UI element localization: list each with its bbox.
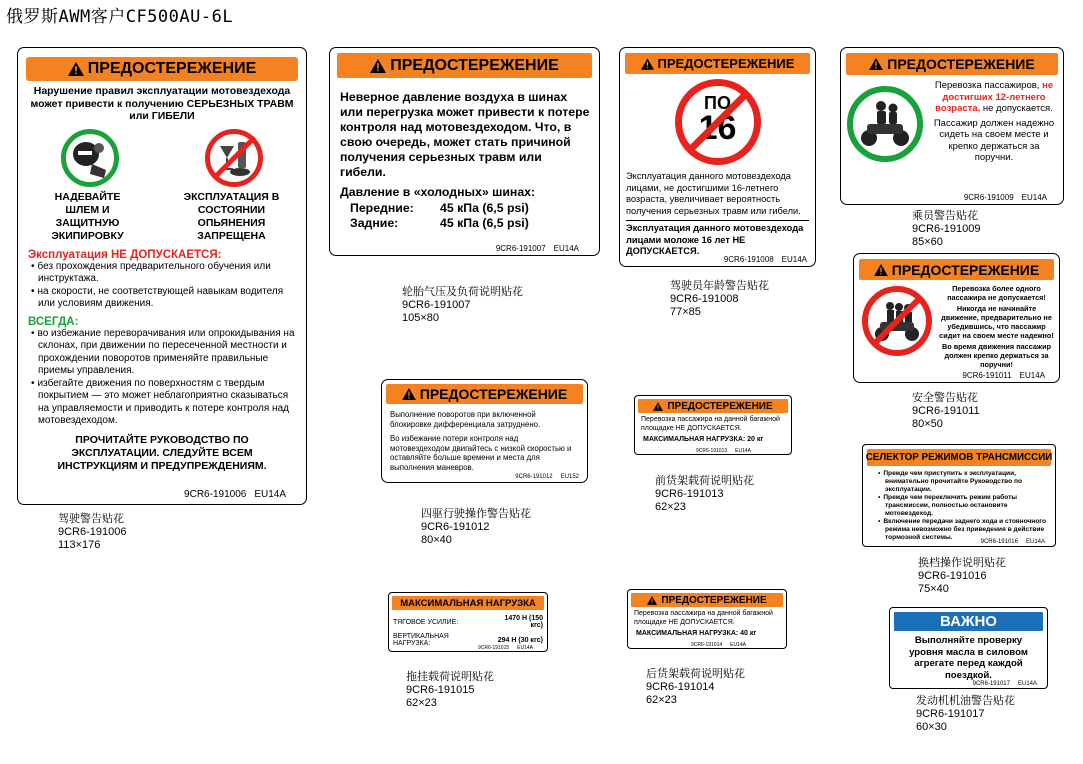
l4-t3: не допускается. [982, 103, 1053, 114]
label-code: 9CR6-191009 EU14A [963, 193, 1047, 202]
warning-header [846, 53, 1058, 75]
passenger-atv-icon [847, 86, 923, 162]
sign-top-text: ПО [704, 93, 731, 113]
l4-caption [912, 210, 981, 249]
l1-always-list [30, 328, 296, 428]
l11-caption [916, 695, 1015, 734]
list-item: • на скорости, не соответствующей навыкам водителя или условиям движения. [38, 286, 296, 311]
l2-front-row [350, 201, 599, 215]
l6-caption [421, 508, 531, 547]
label-code: 9CR6-191013 EU14A [696, 448, 751, 454]
warning-triangle-icon [68, 62, 84, 76]
caption-name: 安全警告贴花 [912, 392, 978, 404]
l5-t2: Никогда не начинайте движение, предварительно не убедившись, что пассажир сидит на своем месте надежно! [939, 304, 1054, 340]
table-cell: ВЕРТИКАЛЬНАЯ НАГРУЗКА: [393, 633, 449, 647]
l1-footer: ПРОЧИТАЙТЕ РУКОВОДСТВО ПО ЭКСПЛУАТАЦИИ. СЛЕДУЙТЕ ВСЕМ ИНСТРУКЦИЯМ И ПРЕДУПРЕЖДЕНИЯМ. [57, 433, 267, 472]
front-label: Передние: [350, 201, 414, 215]
l5-t1: Перевозка более одного пассажира не допускается! [947, 284, 1046, 302]
warning-triangle-icon [869, 58, 883, 70]
label-code: 9CR6-191015 EU14A [478, 645, 533, 651]
passenger-warning-label [840, 47, 1064, 205]
label-code: 9CR6-191016 EU14A [980, 539, 1045, 545]
caption-name: 轮胎气压及负荷说明贴花 [402, 286, 523, 298]
l1-pictograms [18, 129, 306, 187]
label-code: 9CR6-191017 EU14A [972, 681, 1037, 687]
towing-load-label [388, 592, 548, 652]
list-item: • Прежде чем переключить режим работы трансмиссии, полностью остановите мотовездеход. [885, 494, 1049, 518]
warning-word: ПРЕДОСТЕРЕЖЕНИЕ [891, 261, 1040, 278]
l3-text1: Эксплуатация данного мотовездехода лицами, не достигшими 16-летнего возраста, увеличивает вероятность получения серьезных травм или гибели. [626, 171, 801, 216]
caption-size: 85×60 [912, 236, 943, 248]
l8-title: СЕЛЕКТОР РЕЖИМОВ ТРАНСМИССИИ [867, 449, 1051, 466]
caption-size: 62×23 [646, 694, 677, 706]
l3-caption [670, 280, 769, 319]
warning-word: ПРЕДОСТЕРЕЖЕНИЕ [667, 400, 773, 412]
driver-age-label [619, 47, 816, 267]
caption-name: 乘员警告贴花 [912, 210, 978, 222]
label-code: 9CR6-191011 EU14A [962, 371, 1045, 380]
caption-code: 9CR6-191012 [421, 521, 490, 533]
l7-text2: МАКСИМАЛЬНАЯ НАГРУЗКА: 20 кг [643, 436, 764, 443]
caption-code: 9CR6-191009 [912, 223, 981, 235]
caption-size: 80×50 [912, 418, 943, 430]
l9-load-table [389, 613, 547, 649]
l10-text1: Перевозка пассажира на данной багажной площадке НЕ ДОПУСКАЕТСЯ. [634, 610, 773, 626]
caption-size: 75×40 [918, 583, 949, 595]
driving-warning-label [17, 47, 307, 505]
no-multiple-passengers-icon [862, 286, 932, 356]
caption-size: 105×80 [402, 312, 440, 324]
warning-header [859, 259, 1054, 280]
warning-word: ПРЕДОСТЕРЕЖЕНИЕ [87, 60, 257, 77]
l5-text [938, 284, 1055, 369]
warning-header [638, 399, 788, 413]
warning-triangle-icon [647, 596, 657, 605]
transmission-selector-label [862, 444, 1056, 547]
warning-header [26, 57, 298, 81]
warning-triangle-icon [641, 58, 654, 70]
caption-size: 60×30 [916, 721, 947, 733]
no-under-16-icon [675, 79, 761, 165]
rear-rack-load-label [627, 589, 787, 649]
caption-code: 9CR6-191013 [655, 488, 724, 500]
l5-caption [912, 392, 980, 431]
l1-not-allowed-title: Эксплуатация НЕ ДОПУСКАЕТСЯ: [28, 248, 222, 261]
safety-warning-label [853, 253, 1060, 383]
table-cell: ТЯГОВОЕ УСИЛИЕ: [393, 618, 459, 626]
engine-oil-label [889, 607, 1048, 689]
caption-name: 四驱行驶操作警告贴花 [421, 508, 531, 520]
list-item: • Прежде чем приступить к эксплуатации, внимательно прочитайте Руководство по эксплуатации. [885, 470, 1049, 494]
label-code: 9CR6-191006 EU14A [184, 489, 286, 500]
l11-text: Выполняйте проверку уровня масла в силовом агрегате перед каждой поездкой. [909, 635, 1028, 681]
list-item: • избегайте движения по поверхностям с твердым покрытием — это может неблагоприятно сказываться на управляемости и приводить к потере контроля над мотовездеходом. [38, 378, 296, 428]
caption-code: 9CR6-191006 [58, 526, 127, 538]
l4-t2: не достигших 12-летнего возраста, [935, 80, 1054, 114]
caption-size: 80×40 [421, 534, 452, 546]
l1-left-caption: НАДЕВАЙТЕ ШЛЕМ И ЗАЩИТНУЮ ЭКИПИРОВКУ [51, 190, 124, 242]
l4-t4: Пассажир должен надежно сидеть на своем месте и крепко держаться за поручни. [933, 117, 1055, 163]
label-code: 9CR6-191008 EU14A [723, 255, 807, 264]
caption-code: 9CR6-191015 [406, 684, 475, 696]
l7-caption [655, 475, 754, 514]
warning-triangle-icon [370, 59, 386, 73]
l4-t1: Перевозка пассажиров, [934, 80, 1040, 91]
caption-name: 后货架载荷说明贴花 [646, 668, 745, 680]
table-cell: 294 Н (30 кгс) [497, 636, 543, 644]
caption-name: 驾驶员年龄警告贴花 [670, 280, 769, 292]
caption-code: 9CR6-191014 [646, 681, 715, 693]
l5-t3: Во время движения пассажир должен крепко держаться за поручни! [941, 342, 1052, 369]
warning-word: ПРЕДОСТЕРЕЖЕНИЕ [661, 594, 767, 606]
l1-intro: Нарушение правил эксплуатации мотовездехода может привести к получению СЕРЬЕЗНЫХ ТРАВМ или ГИБЕЛИ [30, 85, 294, 122]
warning-triangle-icon [874, 264, 888, 276]
l7-text1: Перевозка пассажира на данной багажной площадке НЕ ДОПУСКАЕТСЯ. [641, 416, 780, 432]
l2-pressure-title: Давление в «холодных» шинах: [340, 185, 536, 199]
caption-code: 9CR6-191011 [912, 405, 980, 417]
warning-word: ПРЕДОСТЕРЕЖЕНИЕ [390, 56, 559, 74]
caption-size: 113×176 [58, 539, 101, 551]
no-alcohol-icon [205, 129, 263, 187]
l2-rear-row [350, 216, 599, 230]
l1-always-title: ВСЕГДА: [28, 315, 79, 328]
warning-header [337, 53, 592, 78]
helmet-gear-icon [61, 129, 119, 187]
l1-caption [58, 513, 127, 552]
warning-header [386, 384, 583, 404]
caption-size: 77×85 [670, 306, 701, 318]
l2-caption [402, 286, 523, 325]
table-cell: 1470 Н (150 кгс) [504, 615, 543, 629]
sign-number: 16 [698, 109, 737, 147]
l4-text [929, 80, 1059, 164]
l1-not-allowed-list [30, 261, 296, 311]
list-item: • Включение передачи заднего хода и стояночного режима невозможно без приведения в действие тормозной системы. [885, 518, 1049, 542]
rear-value: 45 кПа (6,5 psi) [440, 216, 529, 230]
l3-text2: Эксплуатация данного мотовездехода лицами моложе 16 лет НЕ ДОПУСКАЕТСЯ. [626, 223, 804, 256]
list-item: • без прохождения предварительного обучения или инструктажа. [38, 261, 296, 286]
warning-triangle-icon [653, 402, 663, 411]
caption-name: 前货架载荷说明贴花 [655, 475, 754, 487]
rear-label: Задние: [350, 216, 399, 230]
l1-right-caption: ЭКСПЛУАТАЦИЯ В СОСТОЯНИИ ОПЬЯНЕНИЯ ЗАПРЕЩЕНА [183, 190, 280, 242]
4wd-warning-label [381, 379, 588, 483]
warning-word: ПРЕДОСТЕРЕЖЕНИЕ [887, 56, 1035, 72]
l8-list [877, 470, 1049, 542]
warning-header [625, 53, 810, 74]
warning-word: ПРЕДОСТЕРЕЖЕНИЕ [419, 386, 568, 402]
caption-size: 62×23 [655, 501, 686, 513]
warning-header [631, 593, 783, 607]
caption-name: 发动机机油警告贴花 [916, 695, 1015, 707]
caption-code: 9CR6-191016 [918, 570, 987, 582]
label-code: 9CR6-191012 EU152 [515, 474, 579, 480]
l9-title: МАКСИМАЛЬНАЯ НАГРУЗКА [392, 596, 544, 610]
caption-code: 9CR6-191008 [670, 293, 739, 305]
l11-title: ВАЖНО [894, 612, 1043, 631]
l2-text: Неверное давление воздуха в шинах или перегрузка может привести к потере контроля над мотовездеходом. Что, в свою очередь, может стать причиной получения серьезных травм или гибели. [340, 90, 590, 179]
caption-name: 换档操作说明贴花 [918, 557, 1006, 569]
caption-name: 拖挂载荷说明贴花 [406, 671, 494, 683]
l10-text2: МАКСИМАЛЬНАЯ НАГРУЗКА: 40 кг [636, 630, 757, 637]
caption-size: 62×23 [406, 697, 437, 709]
tire-pressure-label [329, 47, 600, 256]
list-item: • во избежание переворачивания или опрокидывания на склонах, при движении по пересеченной местности и прохождении поворотов применяйте правильные приемы управления. [38, 328, 296, 378]
front-rack-load-label [634, 395, 792, 455]
l9-caption [406, 671, 494, 710]
l6-text1: Выполнение поворотов при включенной блокировке дифференциала затруднено. [390, 410, 541, 429]
l8-caption [918, 557, 1006, 596]
caption-name: 驾驶警告贴花 [58, 513, 124, 525]
warning-triangle-icon [402, 388, 416, 400]
l6-text2: Во избежание потери контроля над мотовездеходом двигайтесь с низкой скоростью и оставляйте больше времени и места для выполнения маневров. [390, 434, 572, 472]
warning-word: ПРЕДОСТЕРЕЖЕНИЕ [657, 56, 795, 71]
page-title: 俄罗斯AWM客户CF500AU-6L [6, 7, 234, 27]
caption-code: 9CR6-191007 [402, 299, 471, 311]
l10-caption [646, 668, 745, 707]
caption-code: 9CR6-191017 [916, 708, 985, 720]
label-code: 9CR6-191014 EU14A [691, 642, 746, 648]
table-row [389, 613, 547, 631]
front-value: 45 кПа (6,5 psi) [440, 201, 529, 215]
label-code: 9CR6-191007 EU14A [495, 244, 579, 253]
